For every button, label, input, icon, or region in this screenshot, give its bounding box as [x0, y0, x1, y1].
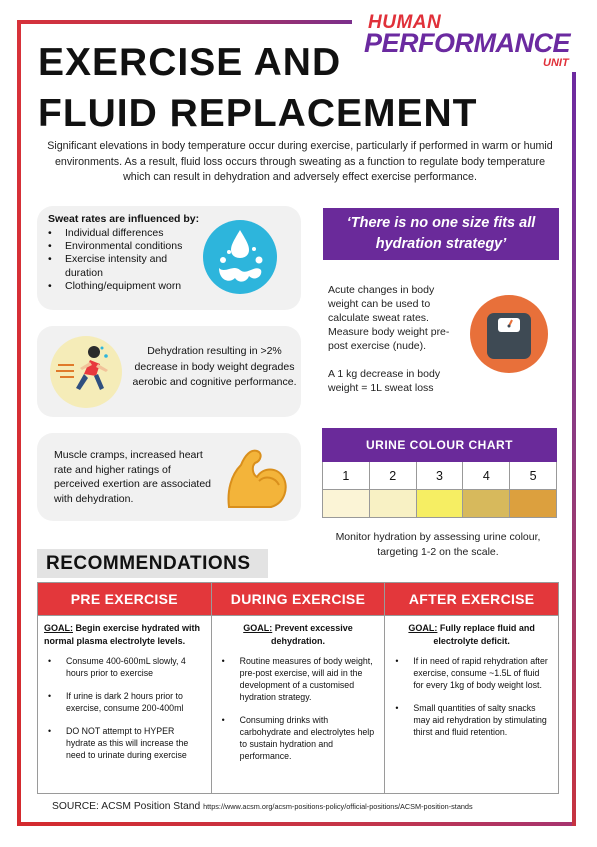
- list-item: • DO NOT attempt to HYPER hydrate as this will increase the need to urinate during exercise: [48, 725, 201, 761]
- goal-text: Begin exercise hydrated with normal plasma electrolyte levels.: [44, 623, 201, 646]
- urine-level-number: 3: [417, 462, 464, 490]
- sweat-rates-list: [48, 227, 198, 293]
- pre-exercise-list: [38, 647, 211, 761]
- urine-level-numbers: [322, 462, 557, 490]
- after-exercise-header: AFTER EXERCISE: [385, 583, 558, 616]
- flexed-bicep-icon: [219, 441, 293, 515]
- list-item: • Routine measures of body weight, pre-post exercise, will aid in the development of a customised hydration strategy.: [222, 655, 375, 703]
- recommendations-heading: RECOMMENDATIONS: [37, 549, 268, 578]
- source-citation: [52, 801, 473, 812]
- urine-colour-swatches: [322, 490, 557, 518]
- muscle-cramps-text: Muscle cramps, increased heart rate and higher ratings of perceived exertion are associated with dehydration.: [54, 449, 212, 505]
- frame-bottom-border: [17, 822, 576, 826]
- after-exercise-column: [385, 583, 558, 793]
- frame-right-border: [572, 72, 576, 826]
- page-title: [38, 37, 478, 139]
- sweat-calc-paragraph-2: A 1 kg decrease in body weight = 1L sweat loss: [328, 368, 441, 394]
- pre-exercise-header: PRE EXERCISE: [38, 583, 211, 616]
- list-item: • Exercise intensity and duration: [48, 253, 198, 279]
- frame-left-border: [17, 20, 21, 826]
- urine-swatch-1: [323, 490, 370, 518]
- urine-swatch-4: [463, 490, 510, 518]
- sweat-calc-paragraph-1: Acute changes in body weight can be used to calculate sweat rates. Measure body weight pre-post exercise (nude).: [328, 284, 450, 352]
- list-item: • Environmental conditions: [48, 240, 198, 253]
- urine-swatch-5: [510, 490, 557, 518]
- urine-level-number: 2: [370, 462, 417, 490]
- during-exercise-list: [212, 647, 385, 762]
- recommendations-table: [37, 582, 559, 794]
- weighing-scale-icon: [470, 295, 548, 373]
- urine-level-number: 5: [510, 462, 557, 490]
- intro-paragraph: Significant elevations in body temperature occur during exercise, particularly if performed in warm or humid environments. As a result, fluid loss occurs through sweating as a function to regulate body temperature which can result in dehydration and adversely effect exercise performance.: [47, 140, 553, 183]
- goal-label: GOAL:: [44, 623, 73, 633]
- sweat-rates-card: [37, 206, 301, 310]
- frame-top-border: [17, 20, 352, 24]
- sweat-rates-title: Sweat rates are influenced by:: [48, 213, 200, 225]
- logo-line-2: PERFORMANCE: [364, 28, 571, 58]
- list-item: • If urine is dark 2 hours prior to exercise, consume 200-400ml: [48, 690, 201, 714]
- list-item: • Consuming drinks with carbohydrate and electrolytes help to sustain hydration and performance.: [222, 714, 375, 762]
- list-item: • Small quantities of salty snacks may aid rehydration by stimulating thirst and fluid retention.: [395, 702, 548, 738]
- during-exercise-column: [212, 583, 386, 793]
- list-item: • If in need of rapid rehydration after exercise, consume ~1.5L of fluid for every 1kg of body weight lost.: [395, 655, 548, 691]
- urine-swatch-2: [370, 490, 417, 518]
- water-splash-icon: [203, 220, 277, 294]
- urine-monitoring-note: Monitor hydration by assessing urine colour, targeting 1-2 on the scale.: [335, 531, 541, 558]
- urine-swatch-3: [417, 490, 464, 518]
- source-label: SOURCE: ACSM Position Stand: [52, 801, 204, 812]
- urine-colour-chart: [322, 428, 557, 518]
- after-exercise-list: [385, 647, 558, 738]
- logo-line-1: HUMAN: [368, 12, 442, 33]
- hydration-quote: ‘There is no one size fits all hydration strategy’: [323, 208, 559, 260]
- title-line-2: FLUID REPLACEMENT: [38, 92, 478, 135]
- list-item: • Consume 400-600mL slowly, 4 hours prior to exercise: [48, 655, 201, 679]
- sweating-runner-icon: [50, 336, 122, 408]
- muscle-cramps-card: [37, 433, 301, 521]
- goal-text: Fully replace fluid and electrolyte deficit.: [433, 623, 535, 646]
- urine-chart-title: URINE COLOUR CHART: [322, 428, 557, 462]
- dehydration-card: [37, 326, 301, 417]
- after-exercise-goal: [385, 616, 558, 647]
- dehydration-text: Dehydration resulting in >2% decrease in body weight degrades aerobic and cognitive performance.: [132, 345, 297, 388]
- pre-exercise-goal: [38, 616, 211, 647]
- source-link[interactable]: https://www.acsm.org/acsm-positions-policy/official-positions/ACSM-position-stands: [203, 802, 473, 811]
- pre-exercise-column: [38, 583, 212, 793]
- goal-label: GOAL:: [408, 623, 438, 633]
- sweat-rate-calculation: [328, 283, 458, 409]
- goal-text: Prevent excessive dehydration.: [271, 623, 353, 646]
- urine-level-number: 1: [323, 462, 370, 490]
- goal-label: GOAL:: [243, 623, 273, 633]
- list-item: • Clothing/equipment worn: [48, 280, 198, 293]
- urine-level-number: 4: [463, 462, 510, 490]
- during-exercise-header: DURING EXERCISE: [212, 583, 385, 616]
- list-item: • Individual differences: [48, 227, 198, 240]
- during-exercise-goal: [212, 616, 385, 647]
- logo-line-3: UNIT: [543, 57, 569, 69]
- title-line-1: EXERCISE AND: [38, 41, 342, 84]
